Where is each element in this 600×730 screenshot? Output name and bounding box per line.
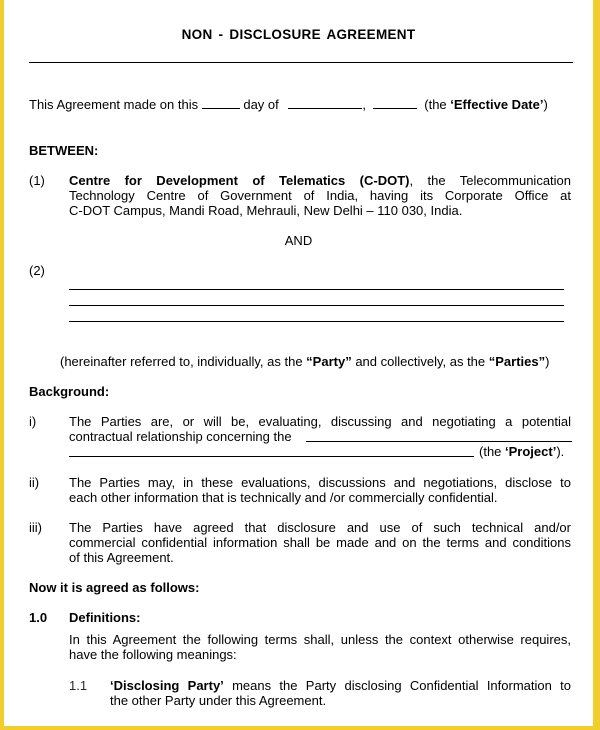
background-item-number: i) (29, 414, 37, 429)
intro-line: This Agreement made on this day of , (the ‘Effective Date’) (29, 97, 548, 112)
def-1-1-number: 1.1 (69, 678, 88, 693)
def-1-1-line1 (110, 678, 571, 693)
background-item-number: iii) (29, 520, 42, 535)
intro-prefix: This Agreement made on this (29, 97, 199, 112)
intro-day-label: day of (243, 97, 279, 112)
date-blank[interactable] (202, 97, 240, 109)
party1-name: Centre for Development of Telematics (69, 173, 346, 188)
party1-number: (1) (29, 173, 45, 188)
party1-line1 (69, 173, 571, 188)
disclosing-party-term: ‘Disclosing Party’ (110, 678, 224, 693)
project-open: (the (479, 444, 506, 459)
background-item-1-line3 (479, 444, 564, 459)
project-blank-line-1[interactable] (306, 441, 572, 442)
party1-line2: Technology Centre of Government of India, having its Corporate Office at (69, 188, 571, 203)
intro-suffix-close: ) (543, 97, 548, 112)
hereinafter-part3: ) (545, 354, 550, 369)
intro-suffix-open: (the (424, 97, 451, 112)
hereinafter-part1: (hereinafter referred to, individually, as the (60, 354, 307, 369)
project-term: ‘Project’ (505, 444, 557, 459)
between-heading: BETWEEN: (29, 143, 99, 158)
month-blank[interactable] (288, 97, 362, 109)
background-item-3-line2: commercial confidential information shall be made and on the terms and conditions (69, 535, 571, 550)
effective-date-term: ‘Effective Date’ (450, 97, 544, 112)
and-label: AND (284, 233, 313, 248)
year-blank[interactable] (373, 97, 417, 109)
party2-blank-line-1[interactable] (69, 289, 564, 290)
definitions-line1: In this Agreement the following terms shall, unless the context otherwise requires, (69, 632, 571, 647)
background-item-3-line1: The Parties have agreed that disclosure and use of such technical and/or (69, 520, 571, 535)
background-item-2-line1: The Parties may, in these evaluations, discussions and negotiations, disclose to (69, 475, 571, 490)
party1-line3: C-DOT Campus, Mandi Road, Mehrauli, New Delhi – 110 030, India. (69, 203, 463, 218)
project-close: ). (556, 444, 565, 459)
background-item-1-line2: contractual relationship concerning the (69, 429, 292, 444)
party1-abbr: (C-DOT) (359, 173, 410, 188)
party-term: “Party” (306, 354, 352, 369)
title-divider (29, 62, 573, 63)
hereinafter-part2: and collectively, as the (351, 354, 489, 369)
def-1-1-line2: the other Party under this Agreement. (110, 693, 327, 708)
background-item-3-line3: of this Agreement. (69, 550, 174, 565)
agreed-heading: Now it is agreed as follows: (29, 580, 200, 595)
party2-blank-line-3[interactable] (69, 321, 564, 322)
background-item-1-line1: The Parties are, or will be, evaluating, discussing and negotiating a potential (69, 414, 571, 429)
parties-term: “Parties” (488, 354, 546, 369)
def-1-1-line1-rest: means the Party disclosing Confidential Information to (223, 678, 571, 693)
background-heading: Background: (29, 384, 110, 399)
document-title: NON - DISCLOSURE AGREEMENT (181, 27, 416, 42)
definitions-heading: Definitions: (69, 610, 141, 625)
project-blank-line-2[interactable] (69, 456, 474, 457)
party2-number: (2) (29, 263, 45, 278)
definitions-number: 1.0 (29, 610, 48, 625)
party2-blank-line-2[interactable] (69, 305, 564, 306)
hereinafter-line (60, 354, 549, 369)
definitions-line2: have the following meanings: (69, 647, 237, 662)
party1-line1-rest: , the Telecommunication (409, 173, 572, 188)
document-page (4, 0, 593, 726)
background-item-2-line2: each other information that is technically and /or commercially confidential. (69, 490, 498, 505)
background-item-number: ii) (29, 475, 40, 490)
